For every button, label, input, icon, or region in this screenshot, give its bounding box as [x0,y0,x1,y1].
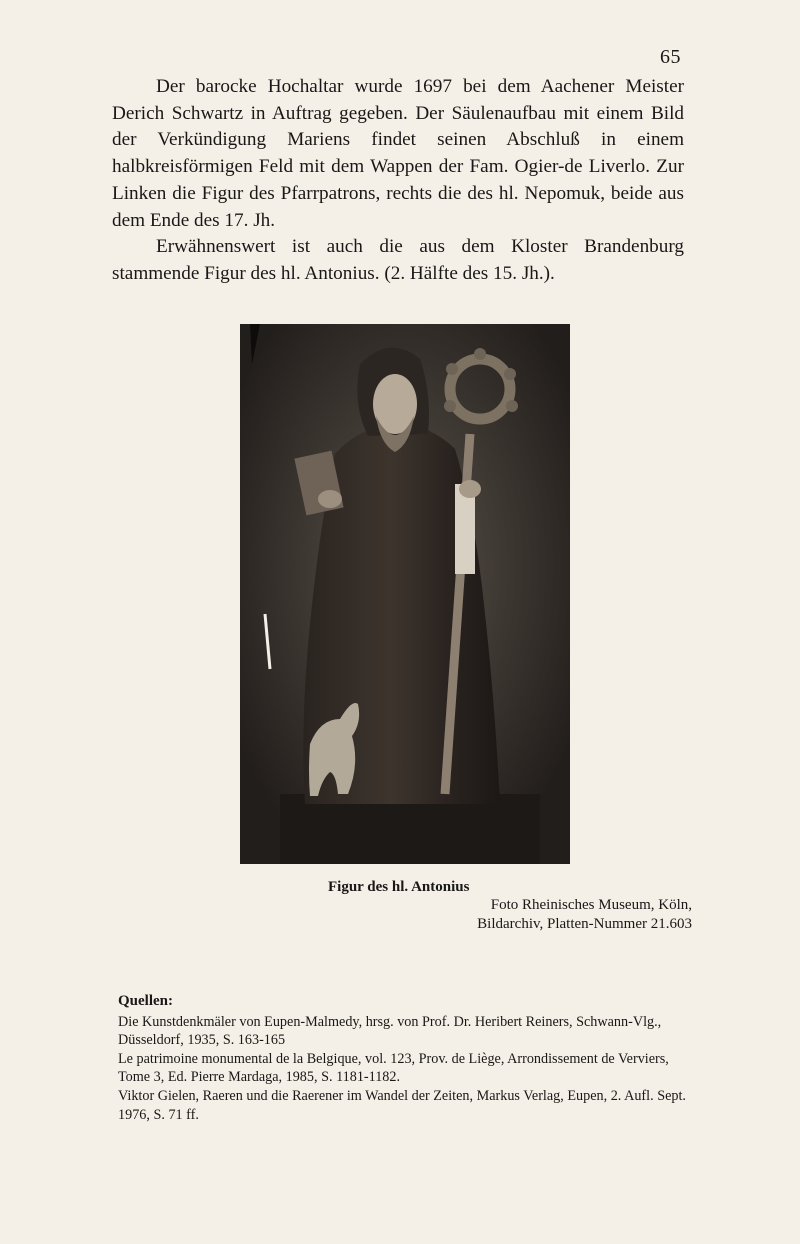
sources-section [118,992,690,1124]
source-entry: Die Kunstdenkmäler von Eupen-Malmedy, hrsg. von Prof. Dr. Heribert Reiners, Schwann-Vlg., Düsseldorf, 1935, S. 163-165 [118,1013,662,1049]
source-entry: Viktor Gielen, Raeren und die Raerener im Wandel der Zeiten, Markus Verlag, Eupen, 2. Aufl. Sept. 1976, S. 71 ff. [118,1087,686,1123]
figure-caption: Figur des hl. Antonius [328,879,470,895]
source-entry: Le patrimoine monumental de la Belgique, vol. 123, Prov. de Liège, Arrondissement de Verviers, Tome 3, Ed. Pierre Mardaga, 1985, S. 1181-1182. [118,1050,669,1086]
paragraph: Erwähnenswert ist auch die aus dem Kloster Brandenburg stammende Figur des hl. Antonius. (2. Hälfte des 15. Jh.). [112,236,684,284]
credit-line: Bildarchiv, Platten-Nummer 21.603 [477,916,692,932]
body-text [112,74,684,288]
photo-credit [440,896,692,934]
hand [318,490,342,508]
right-hand [459,480,481,498]
paragraph: Der barocke Hochaltar wurde 1697 bei dem Aachener Meister Derich Schwartz in Auftrag gegeben. Der Säulenaufbau mit einem Bild der Verkündigung Mariens findet seinen Abschluß in einem halbkreisförmigen Feld mit dem Wappen der Fam. Ogier-de Liverlo. Zur Linken die Figur des Pfarrpatrons, rechts die des hl. Nepomuk, beide aus dem Ende des 17. Jh. [112,76,684,231]
credit-line: Foto Rheinisches Museum, Köln, [490,897,692,913]
statue-photo [240,324,570,864]
sources-heading: Quellen: [118,993,173,1009]
pedestal [280,794,540,864]
page-number: 65 [660,46,681,68]
